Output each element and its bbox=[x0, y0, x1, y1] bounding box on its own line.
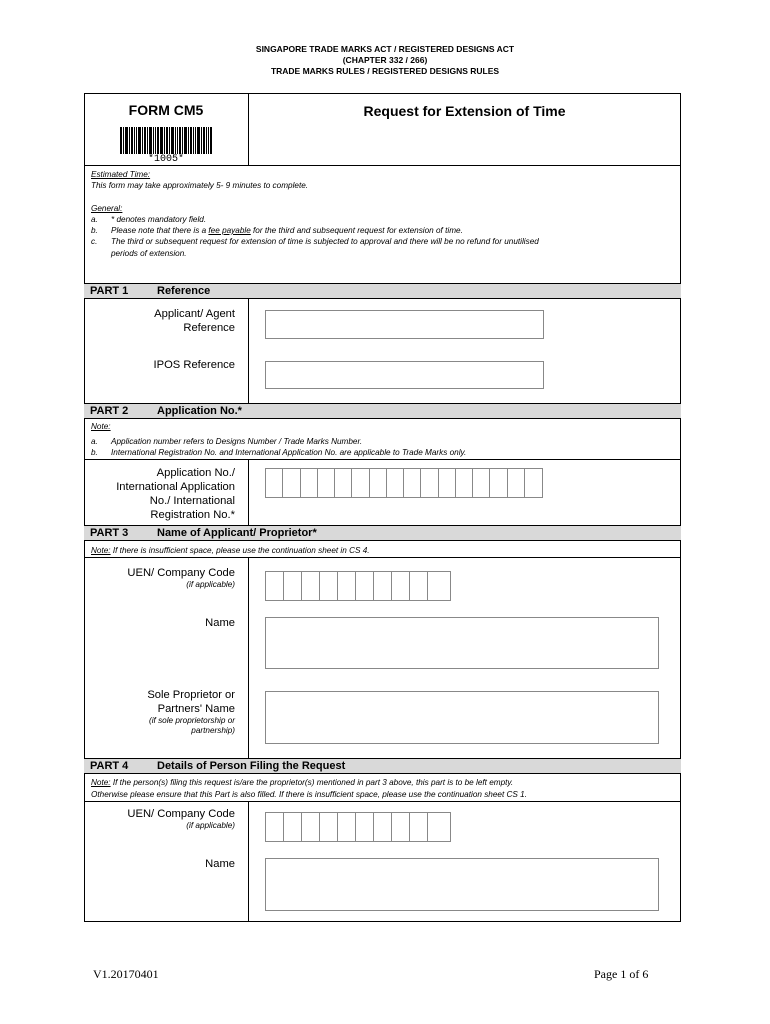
part3-uen-input[interactable] bbox=[265, 571, 451, 601]
part4-name-label: Name bbox=[205, 858, 235, 870]
part4-uen-input[interactable] bbox=[265, 812, 451, 842]
barcode-icon bbox=[120, 127, 212, 154]
general-item-c-cont: periods of extension. bbox=[111, 249, 187, 258]
chapter-title: (CHAPTER 332 / 266) bbox=[342, 55, 428, 65]
general-item-c: c. The third or subsequent request for extension of time is subjected to approval and there will be no refund for unutilised bbox=[91, 237, 539, 246]
part1-divider bbox=[248, 299, 249, 403]
rules-title: TRADE MARKS RULES / REGISTERED DESIGNS RULES bbox=[270, 66, 500, 76]
part3-title: Name of Applicant/ Proprietor* bbox=[157, 527, 317, 539]
applicant-agent-ref-input[interactable] bbox=[265, 310, 544, 339]
part4-number: PART 4 bbox=[90, 760, 129, 772]
part3-name-input[interactable] bbox=[265, 617, 659, 669]
version-label: V1.20170401 bbox=[93, 967, 159, 981]
part2-note-divider bbox=[84, 459, 681, 460]
part4-header bbox=[84, 758, 681, 774]
part4-divider bbox=[248, 801, 249, 922]
part3-note: Note: If there is insufficient space, please use the continuation sheet in CS 4. bbox=[91, 546, 370, 555]
part1-title: Reference bbox=[157, 285, 211, 297]
fee-payable-link[interactable]: fee payable bbox=[208, 226, 251, 235]
application-no-input[interactable] bbox=[265, 468, 543, 498]
part3-header bbox=[84, 525, 681, 541]
part4-note-cont: Otherwise please ensure that this Part is also filled. If there is insufficient space, please use the continuation sheet CS 1. bbox=[91, 790, 527, 799]
page-number: Page 1 of 6 bbox=[594, 967, 649, 981]
part4-name-input[interactable] bbox=[265, 858, 659, 911]
general-heading: General: bbox=[91, 204, 123, 213]
part2-note-heading: Note: bbox=[91, 422, 111, 431]
part2-note-a: a. Application number refers to Designs Number / Trade Marks Number. bbox=[91, 437, 363, 446]
part3-divider bbox=[248, 557, 249, 758]
form-code: FORM CM5 bbox=[128, 102, 204, 118]
act-title: SINGAPORE TRADE MARKS ACT / REGISTERED DESIGNS ACT bbox=[255, 44, 515, 54]
part2-header bbox=[84, 403, 681, 419]
ipos-ref-input[interactable] bbox=[265, 361, 544, 389]
sole-proprietor-label: Sole Proprietor or Partners' Name (if sole proprietorship or partnership) bbox=[147, 689, 235, 735]
application-no-label: Application No./ International Application No./ International Registration No.* bbox=[116, 467, 235, 521]
part3-note-divider bbox=[84, 557, 681, 558]
sole-proprietor-input[interactable] bbox=[265, 691, 659, 744]
part3-name-label: Name bbox=[205, 617, 235, 629]
ipos-ref-label: IPOS Reference bbox=[153, 359, 235, 371]
applicant-agent-ref-label: Applicant/ Agent Reference bbox=[154, 308, 235, 334]
part1-number: PART 1 bbox=[90, 285, 129, 297]
general-item-b: b. Please note that there is a fee payable for the third and subsequent request for extension of time. bbox=[91, 226, 463, 235]
part4-title: Details of Person Filing the Request bbox=[157, 760, 346, 772]
estimated-time-heading: Estimated Time: bbox=[91, 170, 151, 179]
part4-uen-label: UEN/ Company Code (if applicable) bbox=[127, 808, 235, 830]
part2-number: PART 2 bbox=[90, 405, 129, 417]
general-item-a: a. * denotes mandatory field. bbox=[91, 215, 207, 224]
part1-header bbox=[84, 283, 681, 299]
form-title: Request for Extension of Time bbox=[363, 103, 566, 119]
barcode-text: *1005* bbox=[147, 154, 184, 165]
part3-uen-label: UEN/ Company Code (if applicable) bbox=[127, 567, 235, 589]
barcode bbox=[120, 127, 212, 154]
part3-number: PART 3 bbox=[90, 527, 129, 539]
part4-note: Note: If the person(s) filing this request is/are the proprietor(s) mentioned in part 3 above, this part is to be left empty. bbox=[91, 778, 514, 787]
title-row-bottom bbox=[84, 165, 681, 166]
part2-divider bbox=[248, 459, 249, 525]
part4-note-divider bbox=[84, 801, 681, 802]
part2-title: Application No.* bbox=[157, 405, 242, 417]
part2-note-b: b. International Registration No. and International Application No. are applicable to Trade Marks only. bbox=[91, 448, 467, 457]
estimated-time-text: This form may take approximately 5- 9 minutes to complete. bbox=[91, 181, 309, 190]
